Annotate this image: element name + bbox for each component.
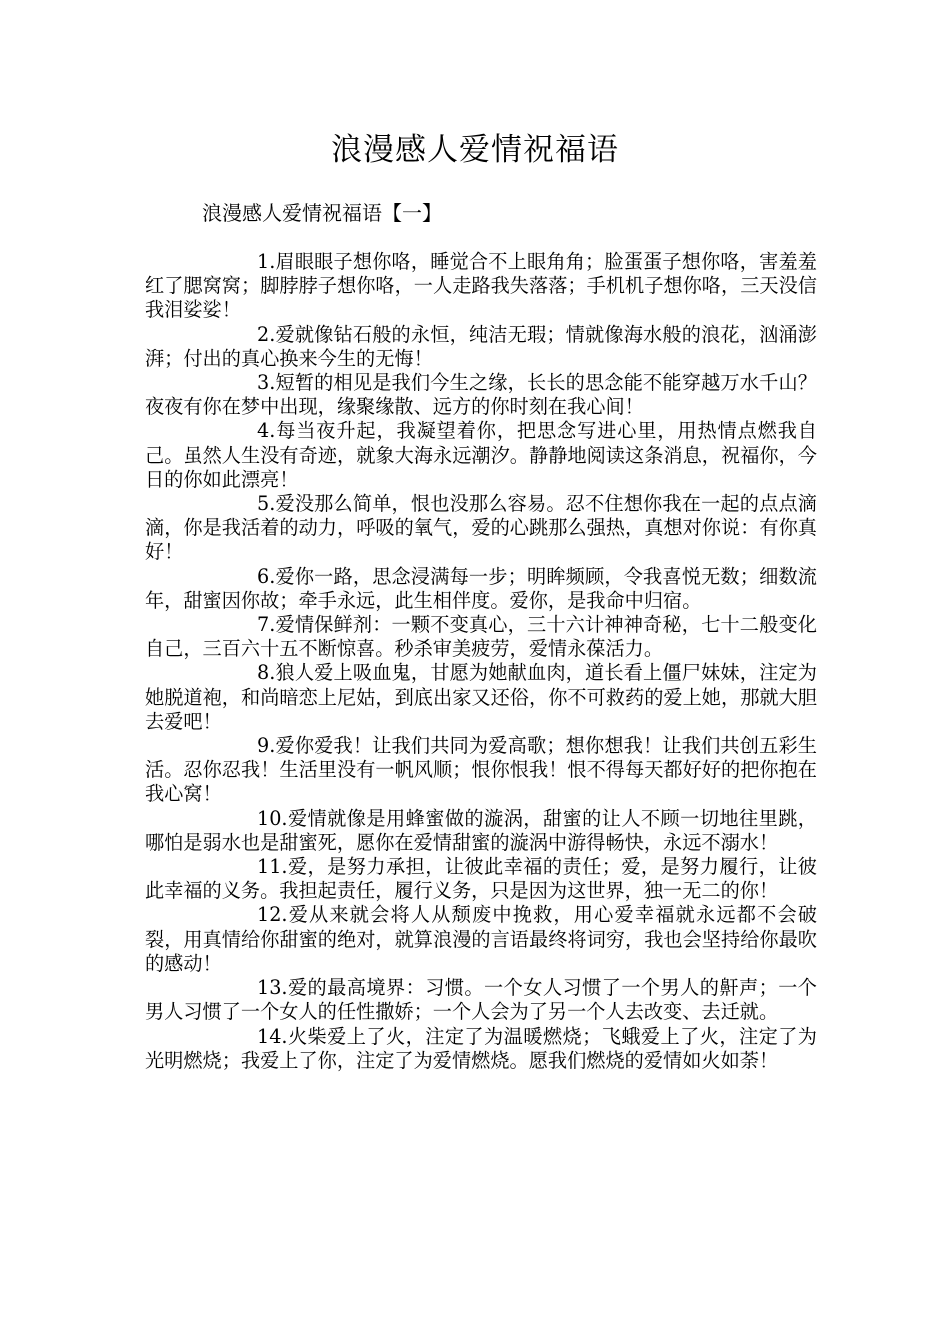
list-item [145, 419, 817, 492]
item-number: 2. [257, 322, 276, 346]
item-number: 13. [257, 976, 288, 1000]
list-item [145, 661, 817, 734]
list-item [145, 613, 817, 661]
item-text: 爱的最高境界：习惯。一个女人习惯了一个男人的鼾声；一个男人习惯了一个女人的任性撒娇；一个人会为了另一个人去改变、去迁就。 [145, 976, 817, 1024]
item-number: 4. [257, 419, 276, 443]
blessing-list [145, 250, 817, 1073]
item-text: 每当夜升起，我凝望着你，把思念写进心里，用热情点燃我自己。虽然人生没有奇迹，就象大海永远潮汐。静静地阅读这条消息，祝福你，今日的你如此漂亮！ [145, 419, 817, 491]
list-item [145, 492, 817, 565]
item-number: 1. [257, 250, 276, 273]
list-item [145, 250, 817, 323]
item-number: 3. [257, 371, 276, 395]
list-item [145, 976, 817, 1024]
item-text: 爱就像钻石般的永恒，纯洁无瑕；情就像海水般的浪花，汹涌澎湃；付出的真心换来今生的无悔！ [145, 322, 817, 370]
list-item [145, 903, 817, 976]
item-text: 爱你一路，思念浸满每一步；明眸频顾，令我喜悦无数；细数流年，甜蜜因你故；牵手永远，此生相伴度。爱你，是我命中归宿。 [145, 564, 817, 612]
item-number: 14. [257, 1024, 288, 1048]
list-item [145, 855, 817, 903]
list-item [145, 323, 817, 371]
item-number: 9. [257, 734, 276, 758]
list-item [145, 565, 817, 613]
item-text: 爱没那么简单，恨也没那么容易。忍不住想你我在一起的点点滴滴，你是我活着的动力，呼吸的氧气，爱的心跳那么强热，真想对你说：有你真好！ [145, 492, 817, 564]
item-text: 爱你爱我！让我们共同为爱高歌；想你想我！让我们共创五彩生活。忍你忍我！生活里没有一帆风顺；恨你恨我！恨不得每天都好好的把你抱在我心窝！ [145, 734, 817, 806]
list-item [145, 734, 817, 807]
item-text: 眉眼眼子想你咯，睡觉合不上眼角角；脸蛋蛋子想你咯，害羞羞红了腮窝窝；脚脖脖子想你咯，一人走路我失落落；手机机子想你咯，三天没信我泪娑娑！ [145, 250, 817, 322]
item-text: 爱，是努力承担，让彼此幸福的责任；爱，是努力履行，让彼此幸福的义务。我担起责任，履行义务，只是因为这世界，独一无二的你！ [145, 855, 817, 903]
item-text: 火柴爱上了火，注定了为温暖燃烧；飞蛾爱上了火，注定了为光明燃烧；我爱上了你，注定了为爱情燃烧。愿我们燃烧的爱情如火如荼！ [145, 1024, 817, 1072]
item-text: 短暂的相见是我们今生之缘，长长的思念能不能穿越万水千山？夜夜有你在梦中出现，缘聚缘散、远方的你时刻在我心间！ [145, 371, 817, 419]
item-text: 狼人爱上吸血鬼，甘愿为她献血肉，道长看上僵尸妹妹，注定为她脱道袍，和尚暗恋上尼姑，到底出家又还俗，你不可救药的爱上她，那就大胆去爱吧！ [145, 661, 817, 733]
list-item [145, 371, 817, 419]
page-title: 浪漫感人爱情祝福语 [331, 132, 619, 168]
list-item [145, 807, 817, 855]
item-number: 7. [257, 613, 276, 637]
item-number: 8. [257, 661, 276, 685]
item-number: 12. [257, 903, 288, 927]
section-heading: 浪漫感人爱情祝福语【一】 [202, 201, 442, 225]
item-number: 10. [257, 806, 288, 830]
item-text: 爱情保鲜剂：一颗不变真心，三十六计神神奇秘，七十二般变化自己，三百六十五不断惊喜。秒杀审美疲劳，爱情永葆活力。 [145, 613, 817, 661]
item-number: 5. [257, 492, 276, 516]
item-text: 爱情就像是用蜂蜜做的漩涡，甜蜜的让人不顾一切地往里跳，哪怕是弱水也是甜蜜死，愿你在爱情甜蜜的漩涡中游得畅快，永远不溺水！ [145, 806, 817, 854]
item-number: 11. [257, 855, 288, 879]
item-number: 6. [257, 564, 276, 588]
list-item [145, 1025, 817, 1073]
item-text: 爱从来就会将人从颓废中挽救，用心爱幸福就永远都不会破裂，用真情给你甜蜜的绝对，就算浪漫的言语最终将词穷，我也会坚持给你最吹的感动！ [145, 903, 817, 975]
